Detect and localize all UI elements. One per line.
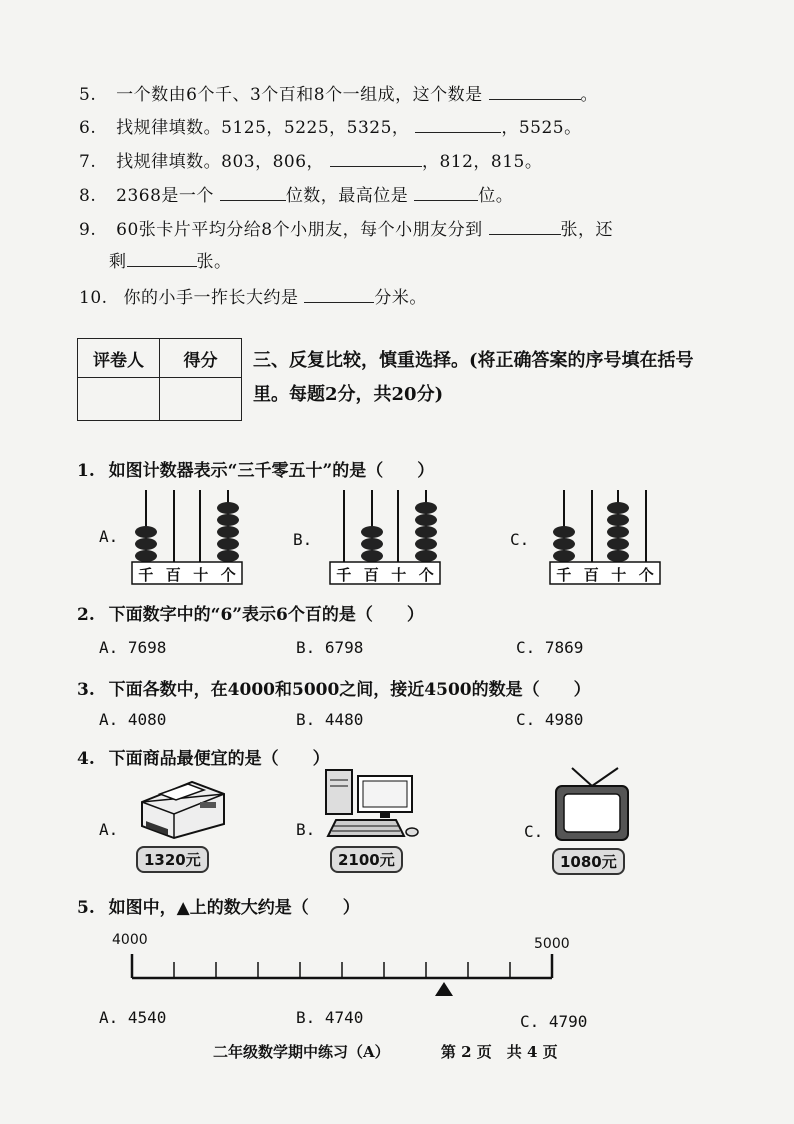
mc-question-1 — [77, 456, 434, 481]
question-text-end: 。 — [580, 85, 598, 105]
question-text-mid: 位数，最高位是 — [285, 186, 409, 206]
answer-blank[interactable] — [330, 150, 422, 167]
score-table-score: 得分 — [160, 339, 242, 378]
question-text: 找规律填数。5125，5225，5325， — [116, 118, 410, 138]
mc2-option-c[interactable]: C. 7869 — [516, 638, 584, 657]
question-number: 7. — [79, 152, 97, 172]
mc3-option-b[interactable]: B. 4480 — [296, 710, 364, 729]
abacus-label: 千 — [556, 566, 572, 584]
question-text: 如图中，▲上的数大约是（ ） — [108, 898, 360, 918]
mc-question-5 — [77, 893, 360, 918]
abacus-label: 百 — [363, 566, 379, 584]
question-number: 6. — [79, 118, 97, 138]
question-number: 5. — [79, 85, 97, 105]
number-line — [120, 950, 570, 1000]
mc-question-3 — [77, 675, 591, 700]
question-number: 3. — [77, 680, 95, 700]
score-table — [77, 338, 242, 421]
question-number: 1. — [77, 461, 95, 481]
abacus-label: 十 — [611, 566, 627, 584]
score-table-grader: 评卷人 — [78, 339, 160, 378]
answer-blank[interactable] — [415, 116, 501, 133]
computer-icon — [322, 766, 422, 842]
mc3-option-a[interactable]: A. 4080 — [99, 710, 167, 729]
question-text: 下面数字中的“6”表示6个百的是（ ） — [108, 605, 424, 625]
question-text: 找规律填数。803，806， — [116, 152, 325, 172]
abacus-label: 千 — [336, 566, 352, 584]
question-text-end: ，5525。 — [501, 118, 582, 138]
abacus-label: 个 — [220, 566, 236, 584]
price-tag-computer: 2100元 — [330, 846, 403, 873]
answer-blank[interactable] — [414, 184, 478, 201]
question-9-cont — [109, 247, 232, 272]
abacus-beads — [135, 502, 239, 562]
question-8 — [79, 181, 513, 206]
answer-blank[interactable] — [489, 83, 581, 100]
price-tag-printer: 1320元 — [136, 846, 209, 873]
section-3-title: 三、反复比较，慎重选择。(将正确答案的序号填在括号里。每题2分，共20分) — [253, 350, 694, 405]
answer-blank[interactable] — [489, 218, 561, 235]
abacus-label: 个 — [638, 566, 654, 584]
score-table-grader-cell[interactable] — [78, 378, 160, 421]
question-text: 2368是一个 — [116, 186, 214, 206]
abacus-a-labels — [132, 564, 242, 585]
abacus-c-labels — [550, 564, 660, 585]
printer-icon — [132, 772, 228, 842]
question-text: 你的小手一拃长大约是 — [123, 288, 299, 308]
numberline-start-label: 4000 — [112, 932, 148, 948]
mc4-option-c[interactable]: C. — [524, 822, 544, 841]
question-text: 60张卡片平均分给8个小朋友，每个小朋友分到 — [116, 220, 483, 240]
page-footer — [213, 1041, 558, 1062]
question-text: 一个数由6个千、3个百和8个一组成，这个数是 — [116, 85, 483, 105]
abacus-label: 十 — [391, 566, 407, 584]
question-text-end: ，812，815。 — [421, 152, 543, 172]
price-tag-tv: 1080元 — [552, 848, 625, 875]
mc5-option-c[interactable]: C. 4790 — [520, 1012, 588, 1031]
question-text: 剩 — [109, 252, 127, 272]
abacus-b-labels — [330, 564, 440, 585]
footer-page: 第 2 页 共 4 页 — [440, 1043, 558, 1061]
question-number: 10. — [79, 288, 108, 308]
mc4-option-a[interactable]: A. — [99, 820, 119, 839]
answer-blank[interactable] — [220, 184, 286, 201]
abacus-label: 个 — [418, 566, 434, 584]
question-5 — [79, 80, 598, 105]
question-text: 下面各数中，在4000和5000之间，接近4500的数是（ ） — [108, 680, 591, 700]
question-10 — [79, 283, 427, 308]
question-text-mid: 张，还 — [560, 220, 613, 240]
question-number: 2. — [77, 605, 95, 625]
abacus-label: 千 — [138, 566, 154, 584]
mc1-option-a[interactable]: A. — [99, 527, 119, 546]
question-number: 5. — [77, 898, 95, 918]
question-number: 8. — [79, 186, 97, 206]
abacus-label: 百 — [583, 566, 599, 584]
abacus-label: 百 — [165, 566, 181, 584]
question-text-end: 分米。 — [374, 288, 427, 308]
mc5-option-b[interactable]: B. 4740 — [296, 1008, 364, 1027]
mc1-option-b[interactable]: B. — [293, 530, 313, 549]
question-6 — [79, 113, 582, 138]
numberline-end-label: 5000 — [534, 936, 570, 952]
triangle-marker-icon — [435, 982, 453, 996]
mc2-option-b[interactable]: B. 6798 — [296, 638, 364, 657]
tv-icon — [552, 764, 636, 844]
question-7 — [79, 147, 542, 172]
mc5-option-a[interactable]: A. 4540 — [99, 1008, 167, 1027]
question-text-end: 位。 — [478, 186, 514, 206]
mc2-option-a[interactable]: A. 7698 — [99, 638, 167, 657]
answer-blank[interactable] — [304, 286, 374, 303]
mc-question-4 — [77, 744, 330, 769]
mc3-option-c[interactable]: C. 4980 — [516, 710, 584, 729]
question-text: 如图计数器表示“三千零五十”的是（ ） — [108, 461, 435, 481]
question-text-end: 张。 — [196, 252, 232, 272]
footer-title: 二年级数学期中练习（A） — [213, 1043, 390, 1061]
answer-blank[interactable] — [127, 250, 197, 267]
question-number: 4. — [77, 749, 95, 769]
question-text: 下面商品最便宜的是（ ） — [108, 749, 330, 769]
abacus-label: 十 — [193, 566, 209, 584]
mc1-option-c[interactable]: C. — [510, 530, 530, 549]
mc-question-2 — [77, 600, 424, 625]
question-9 — [79, 215, 613, 240]
number-line-ticks — [132, 954, 552, 978]
mc4-option-b[interactable]: B. — [296, 820, 316, 839]
score-table-score-cell[interactable] — [160, 378, 242, 421]
question-number: 9. — [79, 220, 97, 240]
